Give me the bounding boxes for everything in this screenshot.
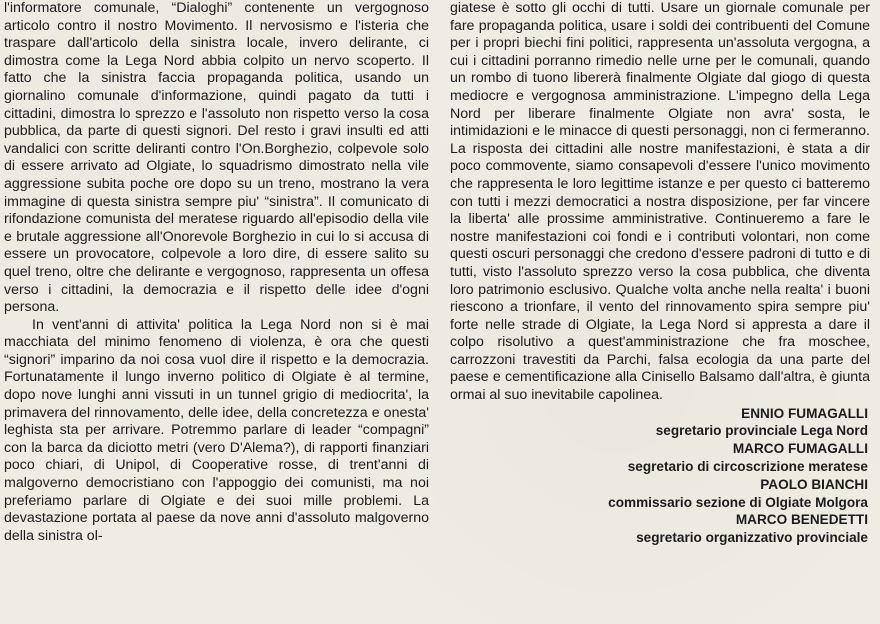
- signature-role: commissario sezione di Olgiate Molgora: [608, 494, 868, 510]
- signature-role: segretario di circoscrizione meratese: [627, 459, 868, 475]
- signature-name: MARCO BENEDETTI: [735, 512, 868, 528]
- signature-name: ENNIO FUMAGALLI: [741, 405, 868, 421]
- article-paragraph: giatese è sotto gli occhi di tutti. Usare un giornale comunale per fare propaganda politica, usare i soldi dei contribuenti del Comune per i propri biechi fini politici, rappresenta un'assoluta vergogna, a cui i cittadini porranno rimedio nelle urne per le comunali, quando un rombo di tuono libererà finalmente Olgiate dal giogo di questa mediocre e vergognosa amministrazione. L'impegno della Lega Nord per liberare finalmente Olgiate non avra' sosta, le intimidazioni e le minacce di questi personaggi, non ci fermeranno. La risposta dei cittadini alle nostre manifestazioni, è stata a dir poco commovente, siamo consapevoli d'essere l'unico movimento che rappresenta le loro legittime istanze e per questo ci batteremo con tutti i mezzi democratici a nostra disposizione, per far vincere la liberta' alle prossime amministrative. Continueremo a fare le nostre manifestazioni coi fondi e i contributi volontari, non come questi oscuri personaggi che credono d'essere padroni di tutto e di tutti, visto l'assoluto sprezzo verso la cosa pubblica, che diventa loro patrimonio esclusivo. Qualche volta anche nella realta' i buoni riescono a trionfare, il vento del rinnovamento spira sempre piu' forte nelle strade di Olgiate, la Lega Nord si appresta a dare il colpo risolutivo a quest'amministrazione che fra moschee, carrozzoni travestiti da Parchi, falsa ecologia da una parte del paese e cementificazione alla Cinisello Balsamo dall'altra, è giunta ormai al suo inevitabile capolinea.: [450, 0, 870, 404]
- signature-block: [450, 405, 870, 547]
- signature-name: MARCO FUMAGALLI: [732, 441, 868, 457]
- article-column-left: [4, 0, 429, 545]
- article-column-right: [450, 0, 870, 547]
- column-divider: [438, 0, 439, 624]
- signature-name: PAOLO BIANCHI: [760, 476, 868, 492]
- signature-role: segretario provinciale Lega Nord: [655, 423, 868, 439]
- article-paragraph: In vent'anni di attivita' politica la Lega Nord non si è mai macchiata del minimo fenomeno di violenza, è ora che questi “signori” imparino da noi cosa vuol dire il rispetto e la democrazia. Fortunatamente il lungo inverno politico di Olgiate è al termine, dopo nove lunghi anni vissuti in un tunnel grigio di mediocrita', la primavera del rinnovamento, delle idee, della concretezza e onesta' leghista sta per arrivare. Potremmo parlare di leader “compagni” con la barca da diciotto metri (vero D'Alema?), di rapporti finanziari poco chiari, di Unipol, di Cooperative rosse, di trent'anni di malgoverno democristiano con l'appoggio dei comunisti, ma noi preferiamo parlare di Olgiate e dei suoi mille problemi. La devastazione portata al paese da nove anni d'assoluto malgoverno della sinistra ol-: [4, 316, 429, 544]
- article-paragraph: l'informatore comunale, “Dialoghi” contenente un vergognoso articolo contro il nostro Movimento. Il nervosismo e l'isteria che traspare dall'articolo della sinistra locale, invero delirante, ci dimostra come la Lega Nord abbia colpito un nervo scoperto. Il fatto che la sinistra faccia propaganda politica, usando un giornalino comunale d'informazione, quindi pagato da tutti i cittadini, dimostra lo sprezzo e l'assoluto non rispetto verso la cosa pubblica, da parte di questi signori. Del resto i gravi insulti ed atti vandalici con scritte deliranti contro l'On.Borghezio, colpevole solo di essere arrivato ad Olgiate, lo squadrismo dimostrato nella vile aggressione subita poche ore dopo su un treno, mostrano la vera immagine di questa sinistra sempre piu' “sinistra”. Il comunicato di rifondazione comunista del meratese riguardo all'episodio della vile e brutale aggressione all'Onorevole Borghezio in cui lo si accusa di essere un provocatore, colpevole a loro dire, di essere salito su quel treno, oltre che delirante e vergognoso, rappresenta un offesa verso i cittadini, la democrazia e il rispetto delle idee d'ogni persona.: [4, 0, 429, 316]
- signature-role: segretario organizzativo provinciale: [636, 530, 868, 546]
